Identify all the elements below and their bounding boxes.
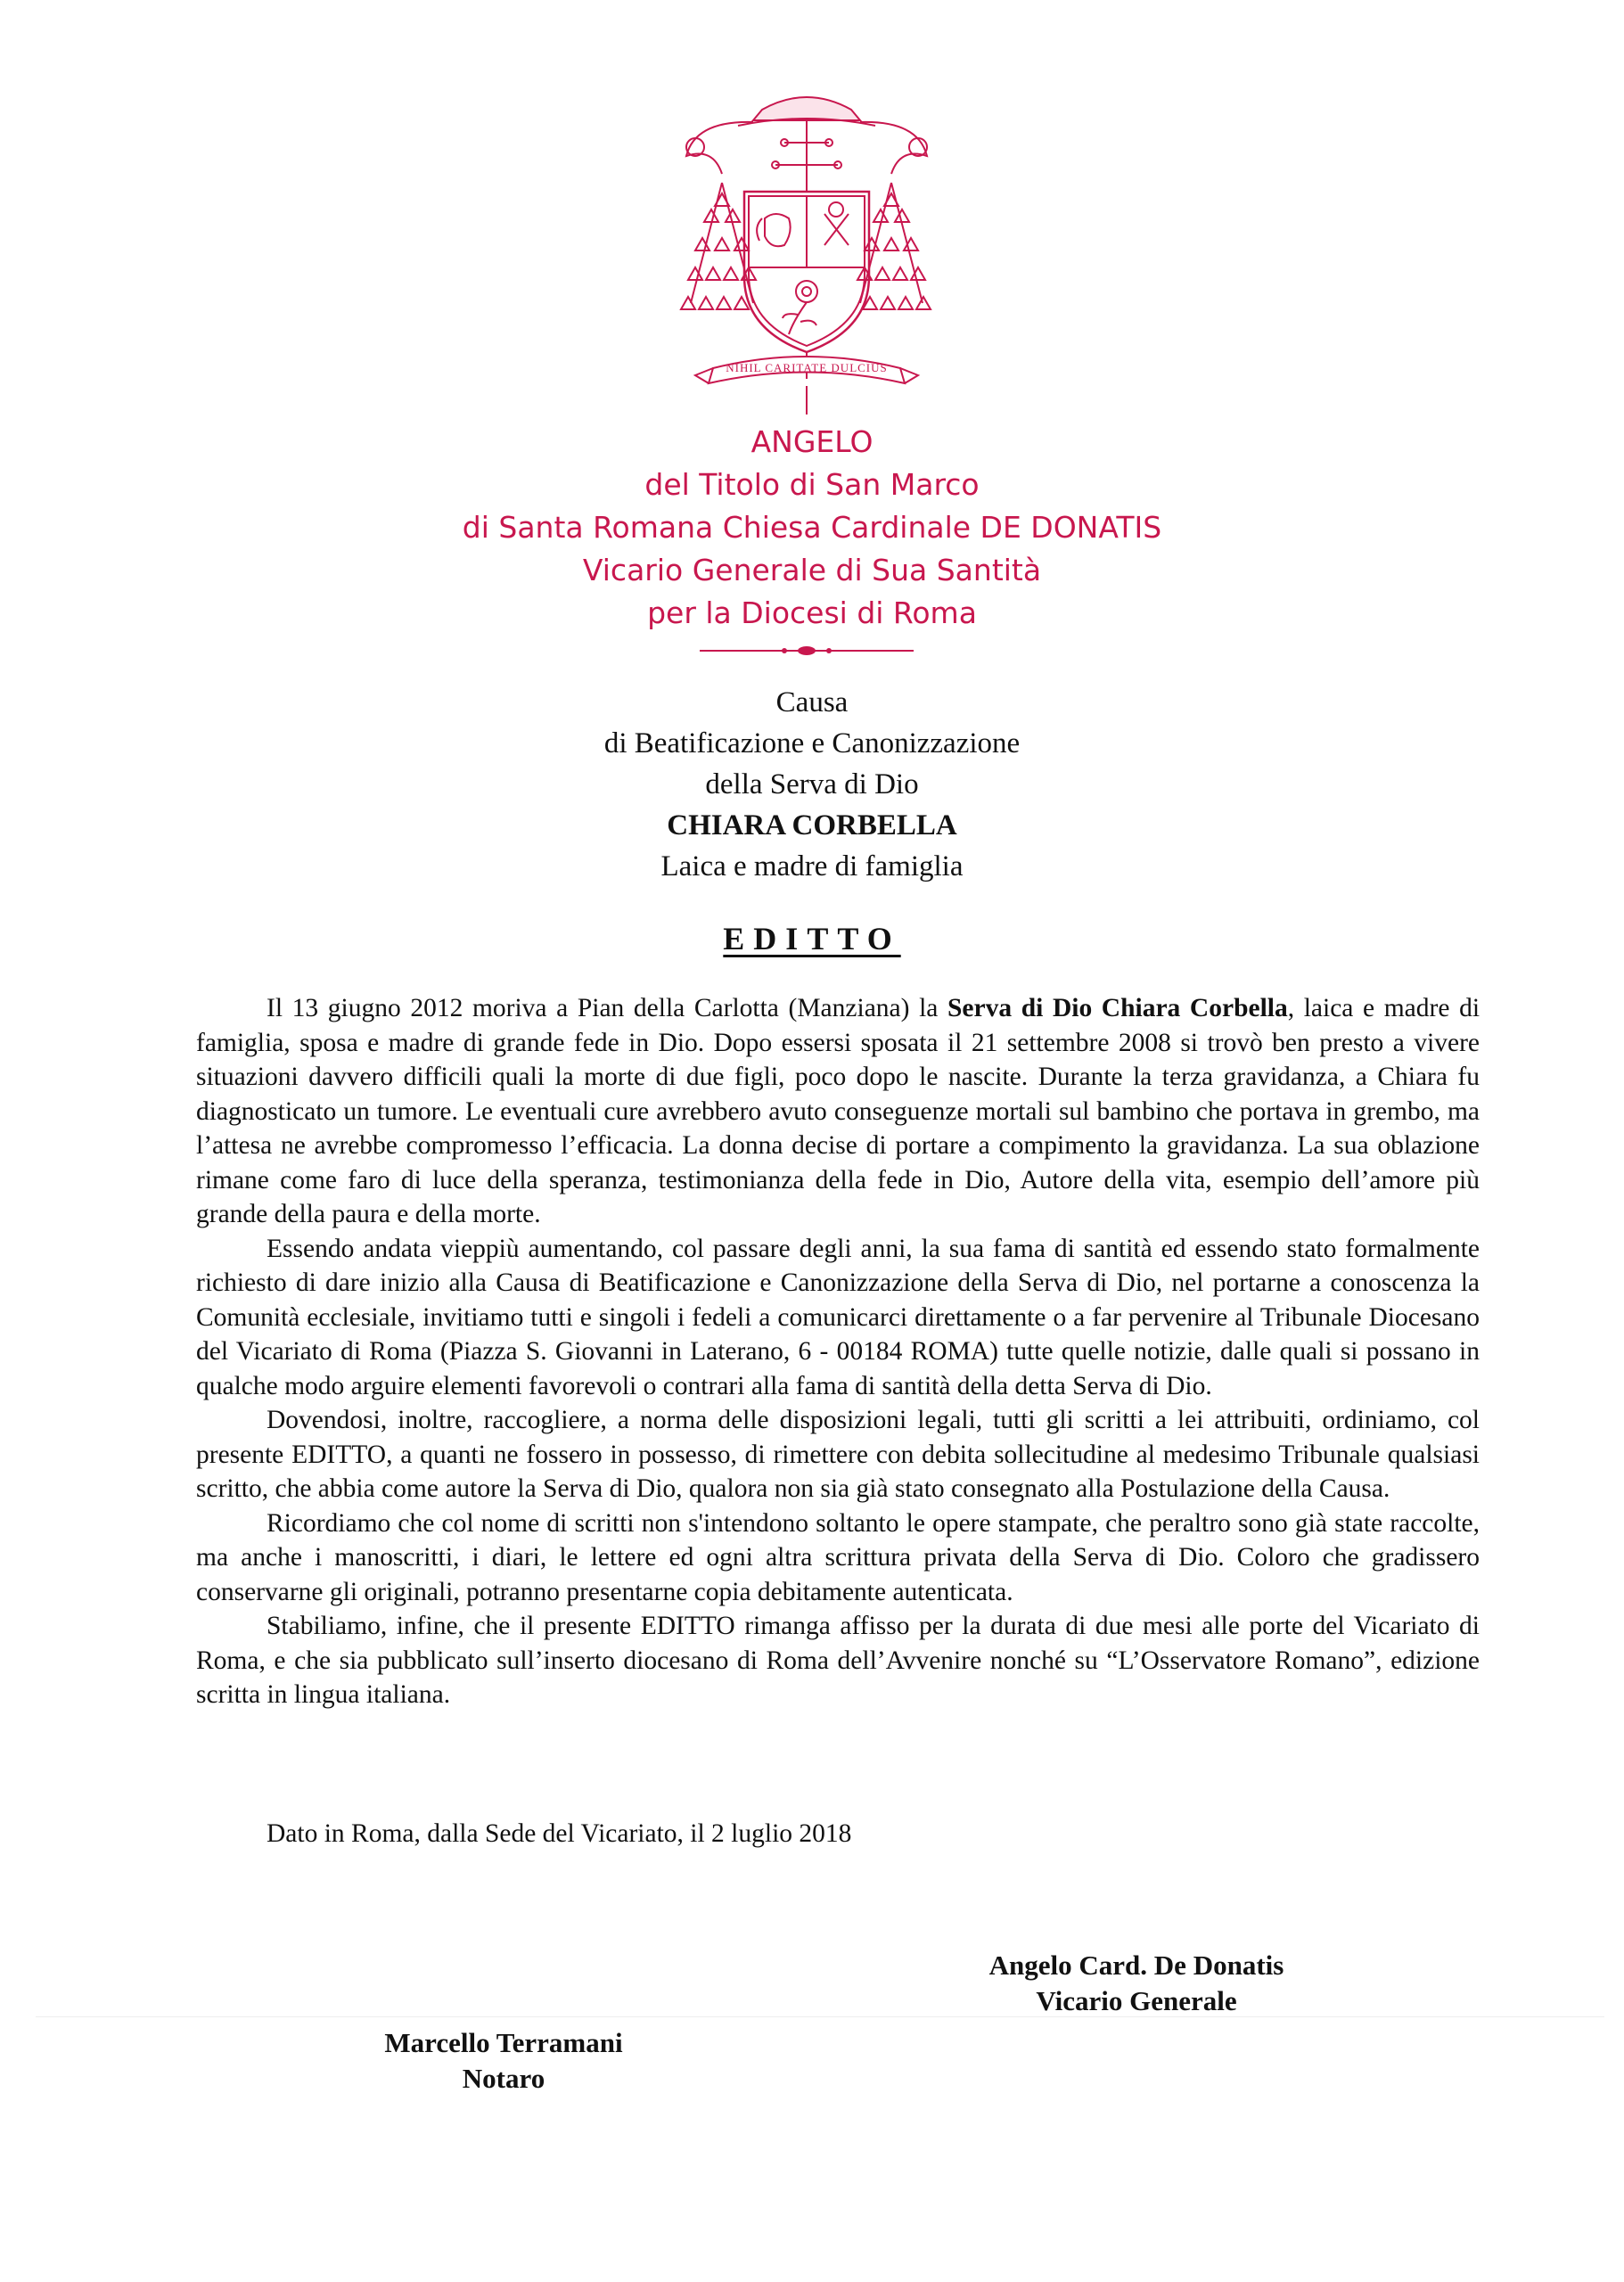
edict-body — [196, 991, 1480, 1712]
cause-servant-label: della Serva di Dio — [705, 768, 919, 800]
servant-name: CHIARA CORBELLA — [667, 809, 957, 841]
cause-type: di Beatificazione e Canonizzazione — [603, 727, 1021, 759]
cardinal-signature-name: Angelo Card. De Donatis — [988, 1950, 1284, 1981]
servant-role: Laica e madre di famiglia — [660, 850, 964, 882]
paragraph-3: Dovendosi, inoltre, raccogliere, a norma delle disposizioni legali, tutti gli scritti a lei attribuiti, ordiniamo, col presente EDITTO, a quanti ne fossero in possesso, di rimettere con debita sollecitudine al medesimo Tribunale qualsiasi scritto, che abbia come autore la Serva di Dio, qualora non sia già stato consegnato alla Postulazione della Causa. — [196, 1406, 1480, 1503]
paragraph-5: Stabiliamo, infine, che il presente EDITTO rimanga affisso per la durata di due mesi alle porte del Vicariato di Roma, e che sia pubblicato sull’inserto diocesano di Roma dell’Avvenire nonché su “L’Osservatore Romano”, edizione scritta in lingua italiana. — [196, 1612, 1480, 1709]
svg-text:NIHIL CARITATE DULCIUS: NIHIL CARITATE DULCIUS — [726, 361, 888, 374]
cardinal-name: ANGELO — [750, 424, 874, 459]
cardinal-diocese: per la Diocesi di Roma — [647, 595, 977, 630]
ornament-divider — [700, 642, 914, 660]
scan-line — [36, 2016, 1604, 2017]
document-title: EDITTO — [723, 921, 901, 956]
cardinal-office: Vicario Generale di Sua Santità — [582, 553, 1042, 587]
cardinal-title-church: del Titolo di San Marco — [644, 467, 980, 502]
cardinal-signature-title: Vicario Generale — [1036, 1985, 1237, 2016]
notary-signature-name: Marcello Terramani — [384, 2027, 623, 2058]
date-place-line: Dato in Roma, dalla Sede del Vicariato, il 2 luglio 2018 — [267, 1819, 852, 1848]
cause-label: Causa — [775, 686, 849, 718]
cardinal-signature-block — [945, 1948, 1328, 2019]
paragraph-1: Il 13 giugno 2012 moriva a Pian della Carlotta (Manziana) la Serva di Dio Chiara Corbella, laica e madre di famiglia, sposa e madre di grande fede in Dio. Dopo essersi sposata il 21 settembre 2008 si trovò ben presto a vivere situazioni davvero difficili quali la morte di due figli, poco dopo le nascite. Durante la terza gravidanza, a Chiara fu diagnosticato un tumore. Le eventuali cure avrebbero avuto conseguenze mortali sul bambino che portava in grembo, ma l’attesa ne avrebbe compromesso l’efficacia. La donna decise di portare a compimento la gravidanza. La sua oblazione rimane come faro di luce della speranza, testimonianza della fede in Dio, Autore della vita, esempio dell’amore più grande della paura e della morte. — [196, 994, 1480, 1228]
cardinal-coat-of-arms-icon — [660, 85, 954, 419]
notary-signature-block — [321, 2025, 686, 2097]
cardinal-rank: di Santa Romana Chiesa Cardinale DE DONATIS — [462, 510, 1162, 545]
paragraph-4: Ricordiamo che col nome di scritti non s'intendono soltanto le opere stampate, che peraltro sono già state raccolte, ma anche i manoscritti, i diari, le lettere ed ogni altra scrittura privata della Serva di Dio. Coloro che gradissero conservarne gli originali, potranno presentarne copia debitamente autenticata. — [196, 1508, 1480, 1606]
notary-signature-title: Notaro — [462, 2063, 545, 2094]
paragraph-2: Essendo andata vieppiù aumentando, col passare degli anni, la sua fama di santità ed essendo stato formalmente richiesto di dare inizio alla Causa di Beatificazione e Canonizzazione della Serva di Dio, nel portarne a conoscenza la Comunità ecclesiale, invitiamo tutti e singoli i fedeli a comunicarci direttamente o a far pervenire al Tribunale Diocesano del Vicariato di Roma (Piazza S. Giovanni in Laterano, 6 - 00184 ROMA) tutte quelle notizie, dalle quali si possano in qualche modo arguire elementi favorevoli o contrari alla fama di santità della detta Serva di Dio. — [196, 1234, 1480, 1400]
cause-heading — [0, 682, 1624, 887]
cardinal-header — [0, 421, 1624, 635]
